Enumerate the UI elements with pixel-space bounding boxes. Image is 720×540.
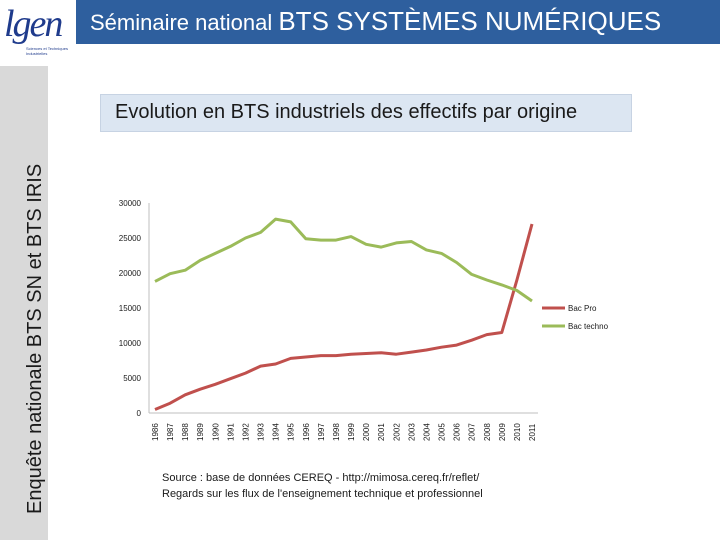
x-tick-label: 1986 <box>151 423 160 441</box>
x-tick-label: 2005 <box>437 423 447 441</box>
x-tick-label: 1996 <box>301 423 311 441</box>
x-tick-label: 1997 <box>316 423 326 441</box>
y-tick-label: 30000 <box>118 199 141 208</box>
x-tick-label: 1989 <box>196 423 206 441</box>
logo-mark: lgen <box>4 3 62 45</box>
series-line-bac-techno <box>155 219 532 301</box>
x-tick-label: 2004 <box>422 423 432 441</box>
legend-label: Bac Pro <box>568 304 597 313</box>
x-tick-label: 2001 <box>377 423 387 441</box>
source-note <box>162 470 483 502</box>
x-tick-label: 1987 <box>166 423 176 441</box>
sidebar-vertical-label: Enquête nationale BTS SN et BTS IRIS <box>24 163 46 514</box>
page-title-part1: Séminaire national <box>90 10 279 35</box>
x-tick-label: 1992 <box>241 423 251 441</box>
y-tick-label: 0 <box>136 409 141 418</box>
chart-title: Evolution en BTS industriels des effectifs par origine <box>115 101 578 123</box>
x-tick-label: 2007 <box>467 423 477 441</box>
y-tick-label: 25000 <box>118 234 141 243</box>
logo-subtitle: Sciences et Techniques Industrielles <box>26 46 68 56</box>
y-tick-label: 20000 <box>118 269 141 278</box>
x-tick-label: 2003 <box>407 423 417 441</box>
x-tick-label: 2006 <box>452 423 462 441</box>
series-line-bac-pro <box>155 224 532 410</box>
y-tick-label: 10000 <box>118 339 141 348</box>
x-tick-label: 1994 <box>271 423 281 441</box>
x-tick-label: 2000 <box>362 423 372 441</box>
source-line-2: Regards sur les flux de l'enseignement technique et professionnel <box>162 488 483 500</box>
source-line-1: Source : base de données CEREQ - http://mimosa.cereq.fr/reflet/ <box>162 472 480 484</box>
page-title <box>90 6 661 37</box>
x-tick-label: 2002 <box>392 423 402 441</box>
x-tick-label: 2010 <box>512 423 522 441</box>
chart-title-box <box>100 94 632 132</box>
y-tick-label: 15000 <box>118 304 141 313</box>
logo <box>0 0 76 66</box>
x-tick-label: 2009 <box>497 423 507 441</box>
x-tick-label: 1991 <box>226 423 236 441</box>
x-tick-label: 1993 <box>256 423 266 441</box>
x-tick-label: 1998 <box>331 423 341 441</box>
x-tick-label: 1999 <box>347 423 357 441</box>
x-tick-label: 1990 <box>211 423 221 441</box>
legend-label: Bac techno <box>568 322 609 331</box>
x-tick-label: 2011 <box>528 423 537 441</box>
x-tick-label: 1988 <box>181 423 191 441</box>
page-title-part2: BTS SYSTÈMES NUMÉRIQUES <box>278 6 662 36</box>
y-tick-label: 5000 <box>123 374 141 383</box>
x-tick-label: 1995 <box>286 423 296 441</box>
x-tick-label: 2008 <box>482 423 492 441</box>
